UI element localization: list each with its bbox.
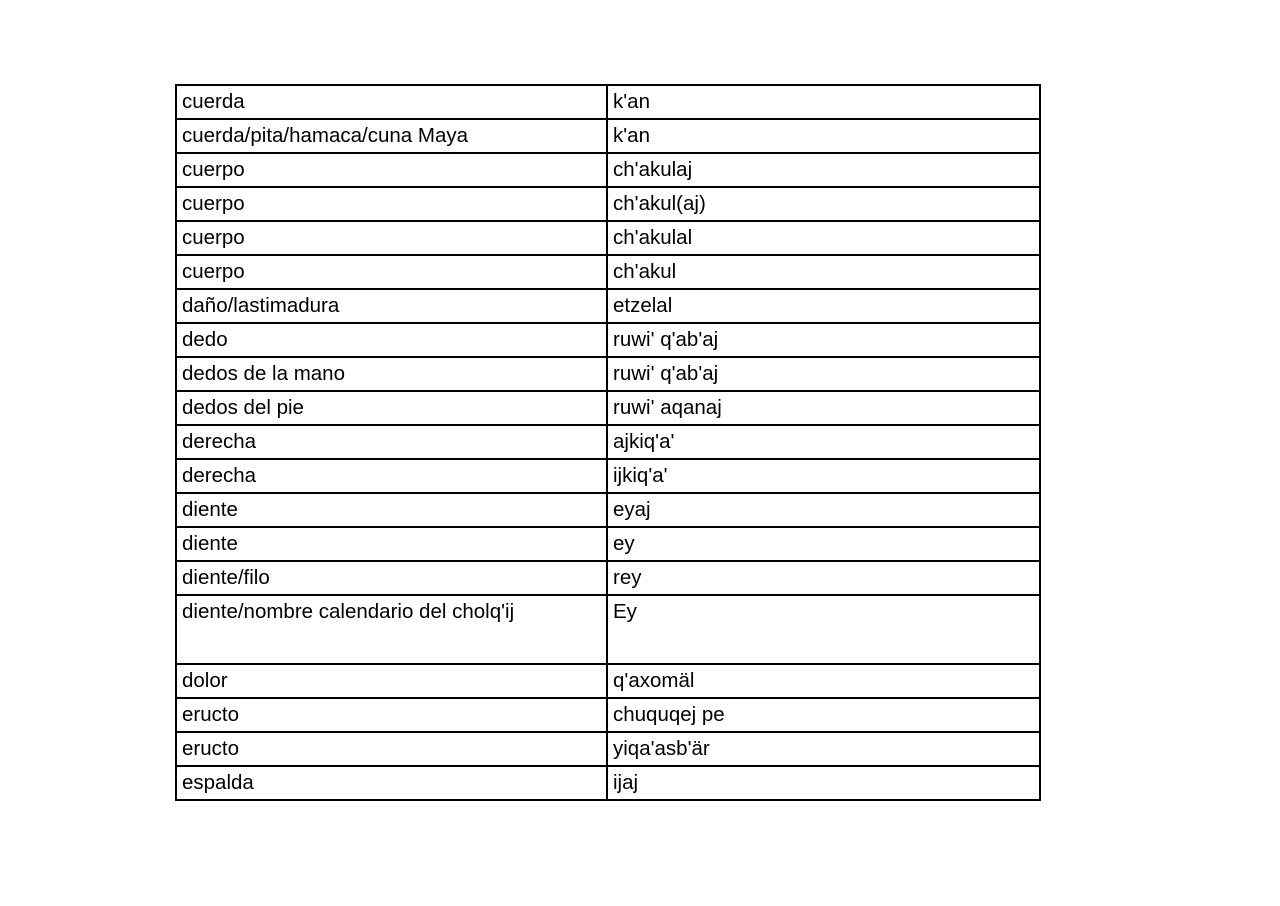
table-row [176,766,1040,800]
table-row [176,698,1040,732]
table-row [176,595,1040,664]
kaqchikel-term-cell: etzelal [607,289,1040,323]
table-row [176,459,1040,493]
table-row [176,323,1040,357]
spanish-term-cell: cuerpo [176,221,607,255]
spanish-term-cell: eructo [176,698,607,732]
kaqchikel-term-cell: ch'akul [607,255,1040,289]
spanish-term-cell: cuerpo [176,187,607,221]
spanish-term-cell: diente/nombre calendario del cholq'ij [176,595,607,664]
spanish-term-cell: dedo [176,323,607,357]
kaqchikel-term-cell: eyaj [607,493,1040,527]
spanish-term-cell: derecha [176,425,607,459]
spanish-term-cell: cuerda/pita/hamaca/cuna Maya [176,119,607,153]
kaqchikel-term-cell: k'an [607,119,1040,153]
kaqchikel-term-cell: ijkiq'a' [607,459,1040,493]
kaqchikel-term-cell: ey [607,527,1040,561]
kaqchikel-term-cell: q'axomäl [607,664,1040,698]
spanish-term-cell: cuerpo [176,255,607,289]
table-row [176,493,1040,527]
spanish-term-cell: daño/lastimadura [176,289,607,323]
table-row [176,391,1040,425]
table-row [176,561,1040,595]
spanish-term-cell: espalda [176,766,607,800]
spanish-term-cell: dedos de la mano [176,357,607,391]
spanish-term-cell: diente [176,527,607,561]
kaqchikel-term-cell: ruwi' q'ab'aj [607,323,1040,357]
table-row [176,153,1040,187]
kaqchikel-term-cell: ch'akulal [607,221,1040,255]
spanish-term-cell: diente [176,493,607,527]
glossary-table [175,84,1041,801]
spanish-term-cell: dolor [176,664,607,698]
table-row [176,187,1040,221]
spanish-term-cell: cuerda [176,85,607,119]
table-row [176,255,1040,289]
spanish-term-cell: dedos del pie [176,391,607,425]
table-row [176,664,1040,698]
table-row [176,357,1040,391]
glossary-table-body [176,85,1040,800]
table-row [176,732,1040,766]
kaqchikel-term-cell: ajkiq'a' [607,425,1040,459]
kaqchikel-term-cell: chuquqej pe [607,698,1040,732]
spanish-term-cell: derecha [176,459,607,493]
kaqchikel-term-cell: k'an [607,85,1040,119]
kaqchikel-term-cell: ch'akul(aj) [607,187,1040,221]
kaqchikel-term-cell: ruwi' aqanaj [607,391,1040,425]
spanish-term-cell: eructo [176,732,607,766]
spanish-term-cell: cuerpo [176,153,607,187]
table-row [176,425,1040,459]
kaqchikel-term-cell: ruwi' q'ab'aj [607,357,1040,391]
spanish-term-cell: diente/filo [176,561,607,595]
table-row [176,527,1040,561]
table-row [176,119,1040,153]
kaqchikel-term-cell: rey [607,561,1040,595]
kaqchikel-term-cell: Ey [607,595,1040,664]
table-row [176,289,1040,323]
kaqchikel-term-cell: ijaj [607,766,1040,800]
table-row [176,221,1040,255]
table-row [176,85,1040,119]
kaqchikel-term-cell: yiqa'asb'är [607,732,1040,766]
kaqchikel-term-cell: ch'akulaj [607,153,1040,187]
